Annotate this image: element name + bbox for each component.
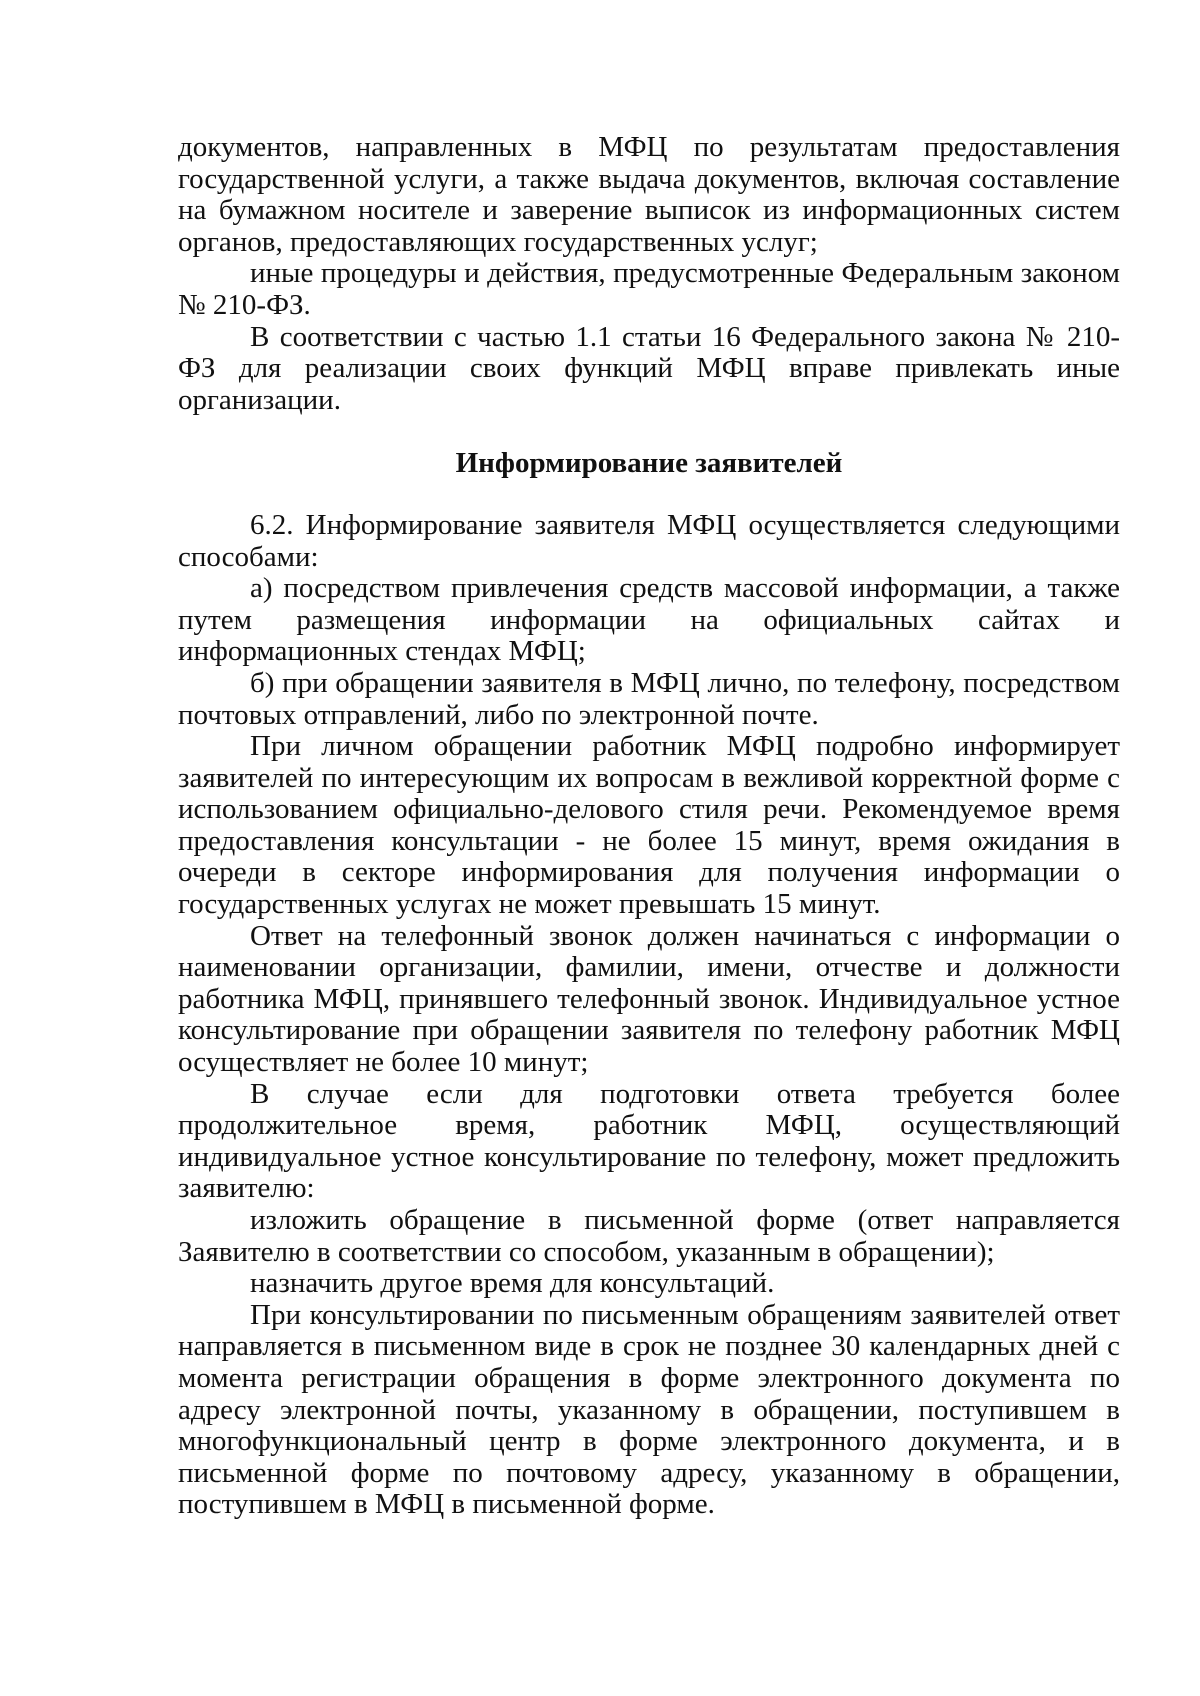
paragraph-6-2: 6.2. Информирование заявителя МФЦ осуществляется следующими способами: (178, 508, 1120, 573)
paragraph-item-a: а) посредством привлечения средств массовой информации, а также путем размещения информации на официальных сайтах и информационных стендах МФЦ; (178, 572, 1120, 668)
paragraph-other-time: назначить другое время для консультаций. (250, 1267, 775, 1300)
paragraph-personal-visit: При личном обращении работник МФЦ подробно информирует заявителей по интересующим их вопросам в вежливой корректной форме с использованием официально-делового стиля речи. Рекомендуемое время предоставления консультации - не более 15 минут, время ожидания в очереди в секторе информирования для получения информации о государственных услугах не может превышать 15 минут. (178, 730, 1120, 921)
paragraph-longer-time: В случае если для подготовки ответа требуется более продолжительное время, работник МФЦ, осуществляющий индивидуальное устное консультирование по телефону, может предложить заявителю: (178, 1077, 1120, 1205)
paragraph-written-form: изложить обращение в письменной форме (ответ направляется Заявителю в соответствии со способом, указанным в обращении); (178, 1204, 1120, 1268)
section-heading: Информирование заявителей (455, 447, 843, 480)
paragraph-phone-call: Ответ на телефонный звонок должен начинаться с информации о наименовании организации, фамилии, имени, отчестве и должности работника МФЦ, принявшего телефонный звонок. Индивидуальное устное консультирование при обращении заявителя по телефону работник МФЦ осуществляет не более 10 минут; (178, 919, 1120, 1079)
paragraph-other-organizations: В соответствии с частью 1.1 статьи 16 Федерального закона № 210-ФЗ для реализации своих функций МФЦ вправе привлекать иные организации. (178, 320, 1120, 416)
paragraph-other-procedures: иные процедуры и действия, предусмотренные Федеральным законом № 210-ФЗ. (178, 257, 1120, 321)
paragraph-documents-issuance: документов, направленных в МФЦ по результатам предоставления государственной услуги, а также выдача документов, включая составление на бумажном носителе и заверение выписок из информационных систем органов, предоставляющих государственных услуг; (178, 131, 1120, 258)
paragraph-item-b: б) при обращении заявителя в МФЦ лично, по телефону, посредством почтовых отправлений, либо по электронной почте. (178, 666, 1120, 731)
document-page (178, 132, 1120, 1521)
paragraph-written-requests: При консультировании по письменным обращениям заявителей ответ направляется в письменном виде в срок не позднее 30 календарных дней с момента регистрации обращения в форме электронного документа по адресу электронной почты, указанному в обращении, поступившем в многофункциональный центр в форме электронного документа, и в письменной форме по почтовому адресу, указанному в обращении, поступившем в МФЦ в письменной форме. (178, 1298, 1120, 1521)
